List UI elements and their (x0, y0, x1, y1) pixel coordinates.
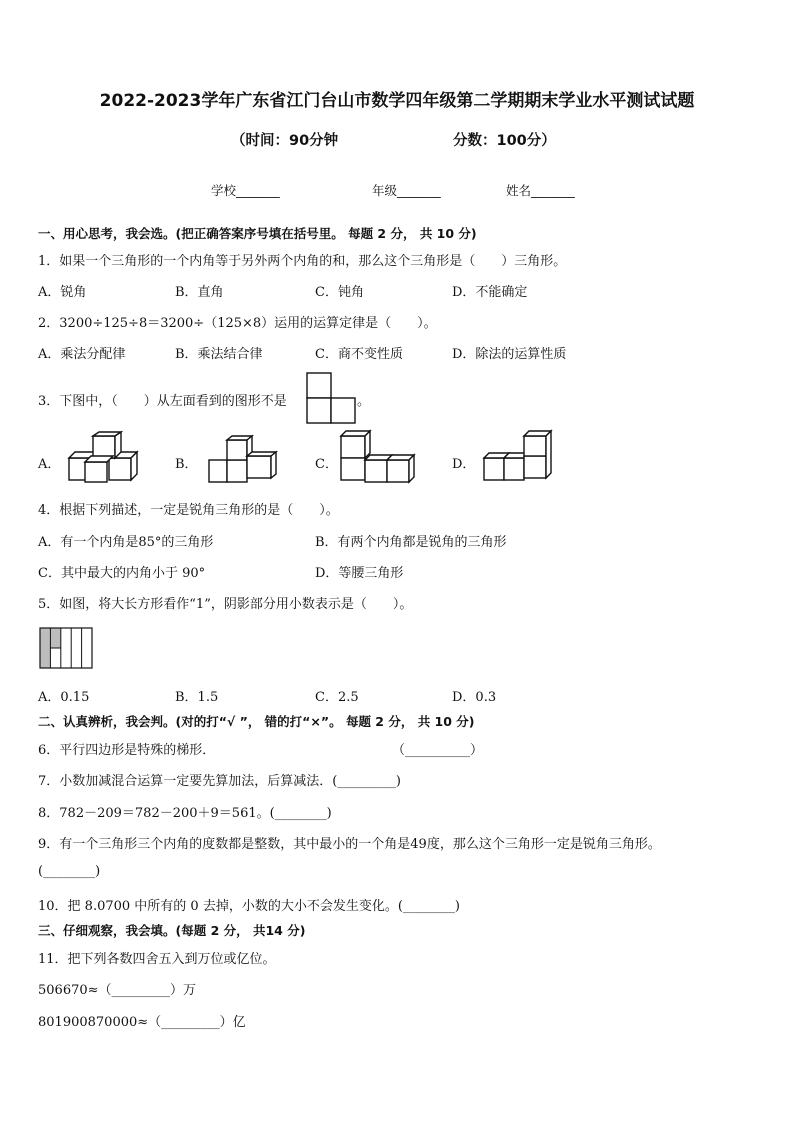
q4-option-b: B．有两个内角都是锐角的三角形 (315, 535, 507, 550)
q3-option-d-cubes (482, 430, 558, 486)
question-9: 9．有一个三角形三个内角的度数都是整数，其中最小的一个角是49度，那么这个三角形一定是锐角三角形。 (38, 837, 661, 852)
school-field: 学校_______ (211, 183, 280, 198)
q5-shaded-part (40, 628, 50, 668)
q11-line-2: 801900870000≈（_________）亿 (38, 1015, 246, 1030)
q4-option-c: C．其中最大的内角小于 90° (38, 566, 206, 581)
question-8: 8．782－209＝782－200＋9＝561。(________) (38, 806, 332, 821)
question-11: 11．把下列各数四舍五入到万位或亿位。 (38, 952, 276, 967)
q5-option-c: C．2.5 (315, 690, 359, 705)
q4-option-d: D．等腰三角形 (315, 566, 404, 581)
section-3-heading: 三、仔细观察，我会填。(每题 2 分， 共14 分) (38, 923, 306, 938)
q1-option-d: D．不能确定 (452, 285, 528, 300)
q3-option-d: D． (452, 457, 476, 472)
question-1: 1．如果一个三角形的一个内角等于另外两个内角的和，那么这个三角形是（ ）三角形。 (38, 254, 567, 269)
q3-option-a: A． (38, 457, 61, 472)
q3-option-b: B． (175, 457, 198, 472)
q3-left-view-figure (306, 372, 356, 426)
q2-option-d: D．除法的运算性质 (452, 347, 567, 362)
q1-option-a: A．锐角 (38, 285, 87, 300)
q1-option-b: B．直角 (175, 285, 224, 300)
q2-option-a: A．乘法分配律 (38, 347, 126, 362)
question-3-end: 。 (357, 394, 371, 409)
q3-option-a-cubes (66, 432, 142, 484)
grade-field: 年级_______ (372, 183, 441, 198)
question-6: 6．平行四边形是特殊的梯形． (38, 743, 216, 758)
question-2: 2．3200÷125÷8＝3200÷（125×8）运用的运算定律是（ ）。 (38, 316, 437, 331)
q2-option-b: B．乘法结合律 (175, 347, 263, 362)
question-3: 3．下图中，（ ）从左面看到的图形不是 (38, 394, 287, 409)
question-5: 5．如图，将大长方形看作“1”，阴影部分用小数表示是（ ）。 (38, 597, 413, 612)
question-4: 4．根据下列描述，一定是锐角三角形的是（ ）。 (38, 503, 339, 518)
q3-option-b-cubes (205, 436, 281, 486)
q2-option-c: C．商不变性质 (315, 347, 403, 362)
q5-option-d: D．0.3 (452, 690, 497, 705)
q11-line-1: 506670≈（_________）万 (38, 983, 197, 998)
q3-option-c-cubes (338, 430, 416, 486)
q1-option-c: C．钝角 (315, 285, 364, 300)
q6-answer-blank[interactable]: （__________） (392, 743, 484, 758)
q5-shaded-half-part (50, 628, 60, 648)
q3-option-c: C． (315, 457, 338, 472)
section-2-heading: 二、认真辨析，我会判。(对的打“√ ”， 错的打“×”。 每题 2 分， 共 10 分) (38, 714, 475, 729)
exam-score: 分数：100分） (453, 133, 556, 149)
q5-rectangle-figure (39, 627, 93, 669)
section-1-heading: 一、用心思考，我会选。(把正确答案序号填在括号里。 每题 2 分， 共 10 分) (38, 226, 477, 241)
question-10: 10．把 8.0700 中所有的 0 去掉，小数的大小不会发生变化。(________) (38, 899, 460, 914)
name-field: 姓名_______ (506, 183, 575, 198)
q5-option-b: B．1.5 (175, 690, 219, 705)
question-7: 7．小数加减混合运算一定要先算加法，后算减法．(_________) (38, 774, 401, 789)
page-title: 2022-2023学年广东省江门台山市数学四年级第二学期期末学业水平测试试题 (99, 91, 695, 111)
exam-time: （时间：90分钟 (231, 133, 339, 149)
q4-option-a: A．有一个内角是85°的三角形 (38, 535, 214, 550)
q5-option-a: A．0.15 (38, 690, 90, 705)
q9-answer-blank[interactable]: (________) (38, 864, 101, 879)
